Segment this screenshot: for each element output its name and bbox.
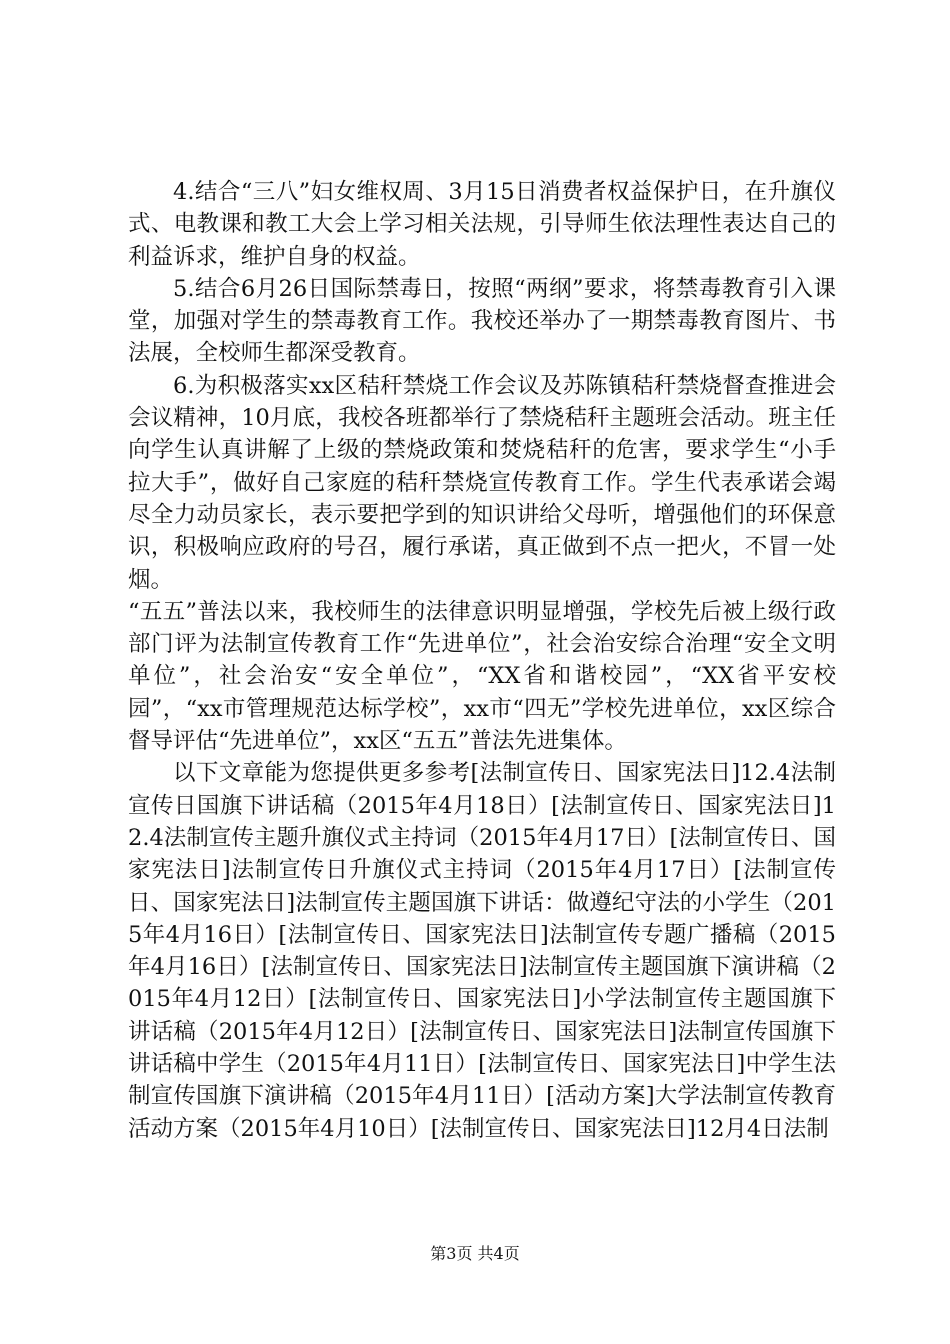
page-number-label: 第3页 共4页 (430, 1244, 520, 1263)
paragraph-related-articles: 以下文章能为您提供更多参考[法制宣传日、国家宪法日]12.4法制宣传日国旗下讲话稿（2015年4月18日）[法制宣传日、国家宪法日]12.4法制宣传主题升旗仪式主持词（2015年4月17日）[法制宣传日、国家宪法日]法制宣传日升旗仪式主持词（2015年4月17日）[法制宣传日、国家宪法日]法制宣传主题国旗下讲话：做遵纪守法的小学生（2015年4月16日）[法制宣传日、国家宪法日]法制宣传专题广播稿（2015年4月16日）[法制宣传日、国家宪法日]法制宣传主题国旗下演讲稿（2015年4月12日）[法制宣传日、国家宪法日]小学法制宣传主题国旗下讲话稿（2015年4月12日）[法制宣传日、国家宪法日]法制宣传国旗下讲话稿中学生（2015年4月11日）[法制宣传日、国家宪法日]中学生法制宣传国旗下演讲稿（2015年4月11日）[活动方案]大学法制宣传教育活动方案（2015年4月10日）[法制宣传日、国家宪法日]12月4日法制 (128, 760, 836, 1142)
paragraph-summary: “五五”普法以来，我校师生的法律意识明显增强，学校先后被上级行政部门评为法制宣传教育工作“先进单位”，社会治安综合治理“安全文明单位”，社会治安“安全单位”，“XX省和谐校园”，“XX省平安校园”，“xx市管理规范达标学校”，xx市“四无”学校先进单位，xx区综合督导评估“先进单位”，xx区“五五”普法先进集体。 (128, 598, 836, 755)
document-body (128, 176, 836, 1145)
page-footer (0, 1244, 950, 1264)
paragraph-item-6: 6.为积极落实xx区秸秆禁烧工作会议及苏陈镇秸秆禁烧督查推进会会议精神，10月底，我校各班都举行了禁烧秸秆主题班会活动。班主任向学生认真讲解了上级的禁烧政策和焚烧秸秆的危害，要求学生“小手拉大手”，做好自己家庭的秸秆禁烧宣传教育工作。学生代表承诺会竭尽全力动员家长，表示要把学到的知识讲给父母听，增强他们的环保意识，积极响应政府的号召，履行承诺，真正做到不点一把火，不冒一处烟。 (128, 372, 836, 593)
paragraph-item-4: 4.结合“三八”妇女维权周、3月15日消费者权益保护日，在升旗仪式、电教课和教工大会上学习相关法规，引导师生依法理性表达自己的利益诉求，维护自身的权益。 (128, 179, 836, 270)
paragraph-item-5: 5.结合6月26日国际禁毒日，按照“两纲”要求，将禁毒教育引入课堂，加强对学生的禁毒教育工作。我校还举办了一期禁毒教育图片、书法展，全校师生都深受教育。 (128, 275, 836, 367)
